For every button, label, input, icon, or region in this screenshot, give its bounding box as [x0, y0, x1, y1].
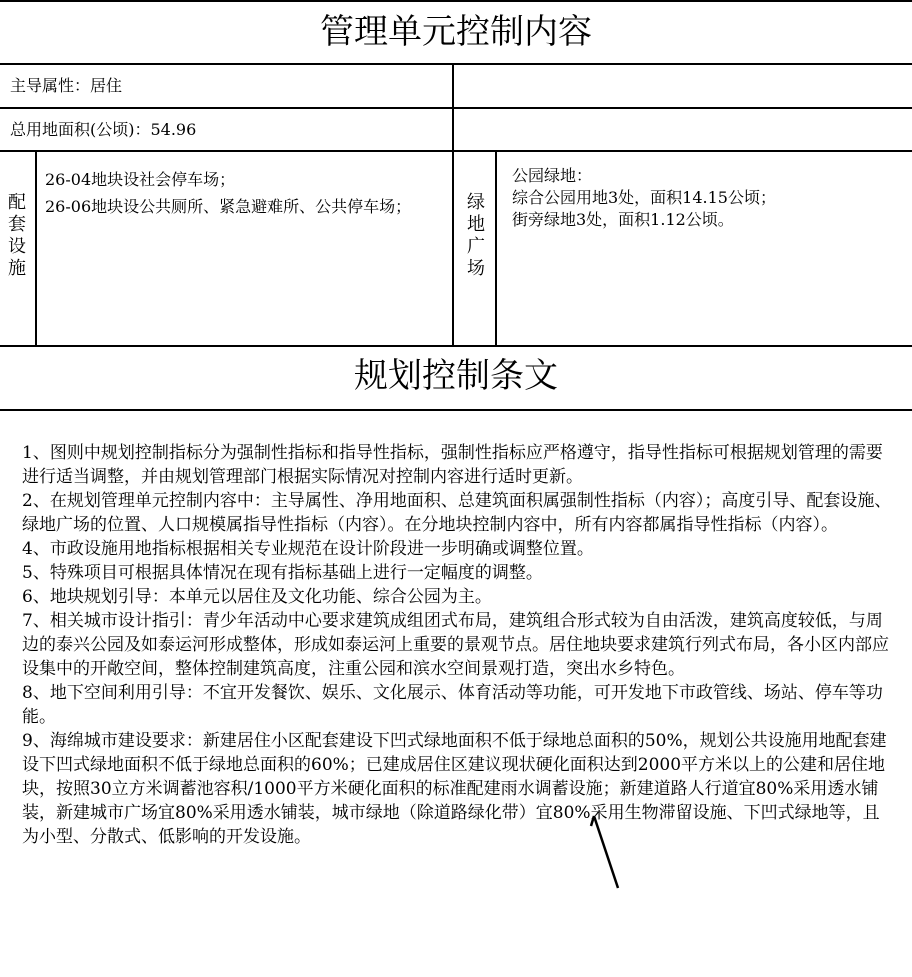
- green-space-line: 综合公园用地3处，面积14.15公顷；: [512, 188, 776, 207]
- green-space-line: 公园绿地：: [512, 166, 593, 185]
- facilities-label-divider: [35, 151, 37, 346]
- table-top-border: [0, 0, 912, 2]
- facilities-bottom-border: [0, 345, 912, 347]
- clause-item: 1、图则中规划控制指标分为强制性指标和指导性指标，强制性指标应严格遵守，指导性指标可根据规划管理的需要进行适当调整，并由规划管理部门根据实际情况对控制内容进行适时更新。: [22, 443, 883, 487]
- primary-attribute: 主导属性：居住: [10, 76, 123, 95]
- total-land-area: 总用地面积(公顷)：54.96: [10, 120, 197, 139]
- row2-bottom-border: [0, 150, 912, 152]
- facility-line: 26-06地块设公共厕所、紧急避难所、公共停车场；: [45, 197, 412, 216]
- middle-divider: [452, 64, 454, 346]
- green-space-line: 街旁绿地3处，面积1.12公顷。: [512, 210, 734, 229]
- title-bottom-border: [0, 63, 912, 65]
- clause-item: 2、在规划管理单元控制内容中：主导属性、净用地面积、总建筑面积属强制性指标（内容）；高度引导、配套设施、绿地广场的位置、人口规模属指导性指标（内容）。在分地块控制内容中，所有内容都属指导性指标（内容）。: [22, 491, 892, 535]
- facilities-label: 配套设施: [8, 192, 26, 279]
- clause-list: [22, 441, 894, 849]
- clause-item: 7、相关城市设计指引：青少年活动中心要求建筑成组团式布局，建筑组合形式较为自由活泼，建筑高度较低，与周边的泰兴公园及如泰运河形成整体，形成如泰运河上重要的景观节点。居住地块要求建筑行列式布局，各小区内部应设集中的开敞空间，整体控制建筑高度，注重公园和滨水空间景观打造，突出水乡特色。: [22, 611, 889, 679]
- green-label-divider: [495, 151, 497, 346]
- green-space-label: 绿地广场: [467, 192, 485, 279]
- clause-item: 6、地块规划引导：本单元以居住及文化功能、综合公园为主。: [22, 587, 492, 607]
- clause-item: 5、特殊项目可根据具体情况在现有指标基础上进行一定幅度的调整。: [22, 563, 543, 583]
- section-title: 规划控制条文: [354, 356, 558, 396]
- pen-stroke-mark: [588, 812, 628, 892]
- clause-item: 9、海绵城市建设要求：新建居住小区配套建设下凹式绿地面积不低于绿地总面积的50%，规划公共设施用地配套建设下凹式绿地面积不低于绿地总面积的60%；已建成居住区建议现状硬化面积达到2000平方米以上的公建和居住地块，按照30立方米调蓄池容积/1000平方米硬化面积的标准配建雨水调蓄设施；新建道路人行道宜80%采用透水铺装，新建城市广场宜80%采用透水铺装，城市绿地（除道路绿化带）宜80%采用生物滞留设施、下凹式绿地等，且为小型、分散式、低影响的开发设施。: [22, 731, 887, 847]
- page-title: 管理单元控制内容: [320, 12, 592, 52]
- facility-line: 26-04地块设社会停车场；: [45, 170, 236, 189]
- section-title-bottom-border: [0, 409, 912, 411]
- clause-item: 4、市政设施用地指标根据相关专业规范在设计阶段进一步明确或调整位置。: [22, 539, 594, 559]
- row1-bottom-border: [0, 107, 912, 109]
- clause-item: 8、地下空间利用引导：不宜开发餐饮、娱乐、文化展示、体育活动等功能，可开发地下市政管线、场站、停车等功能。: [22, 683, 883, 727]
